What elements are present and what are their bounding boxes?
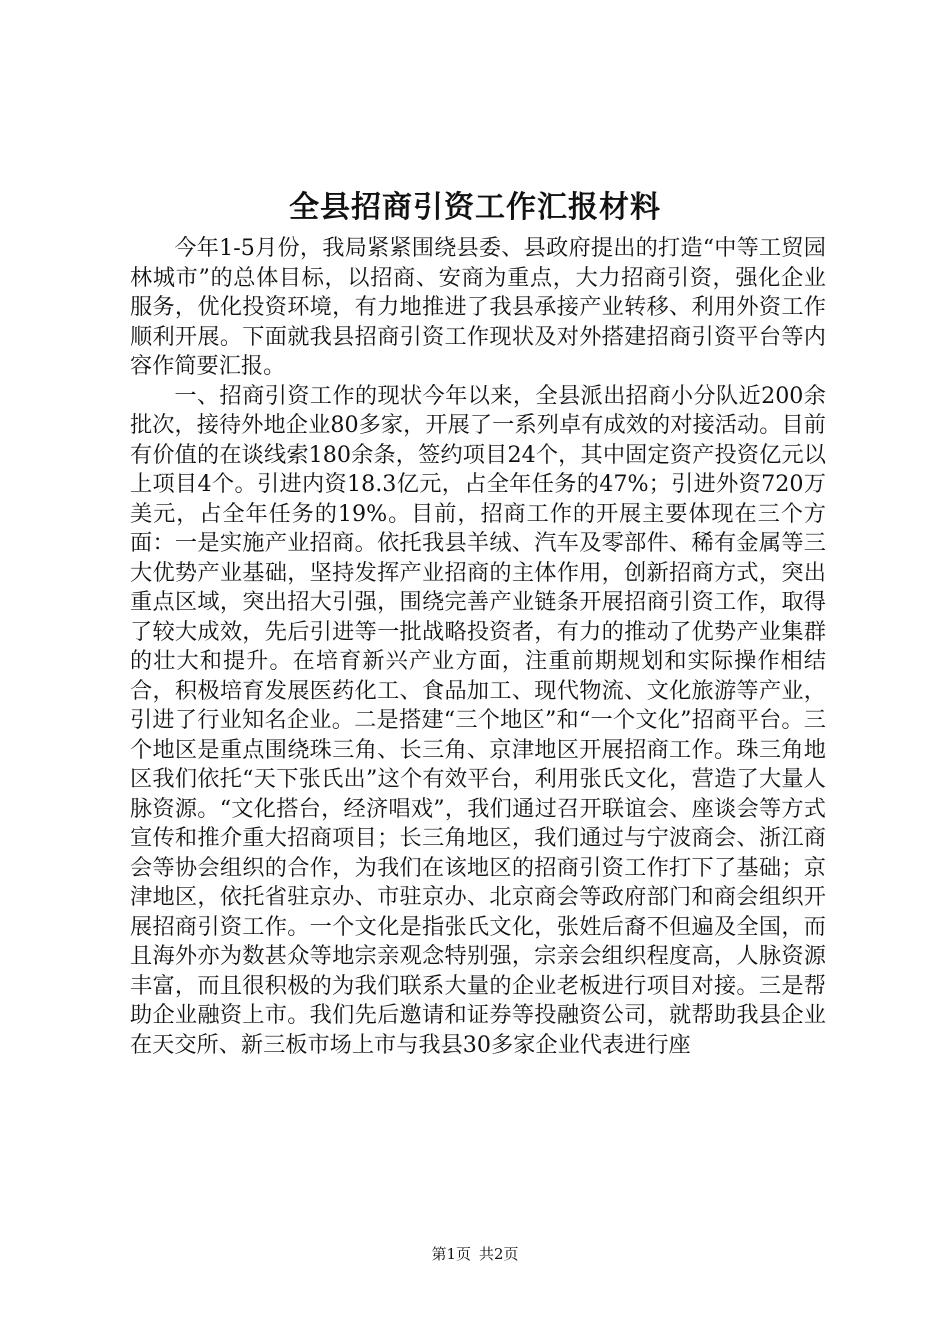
page-total: 共2页 [479,1245,519,1263]
page-footer [0,1244,950,1264]
document-body [130,234,826,1060]
paragraph-section-one: 一、招商引资工作的现状今年以来，全县派出招商小分队近200余批次，接待外地企业80多家，开展了一系列卓有成效的对接活动。目前有价值的在谈线索180余条，签约项目24个，其中固定资产投资亿元以上项目4个。引进内资18.3亿元，占全年任务的47%；引进外资720万美元，占全年任务的19%。目前，招商工作的开展主要体现在三个方面：一是实施产业招商。依托我县羊绒、汽车及零部件、稀有金属等三大优势产业基础，坚持发挥产业招商的主体作用，创新招商方式，突出重点区域，突出招大引强，围绕完善产业链条开展招商引资工作，取得了较大成效，先后引进等一批战略投资者，有力的推动了优势产业集群的壮大和提升。在培育新兴产业方面，注重前期规划和实际操作相结合，积极培育发展医药化工、食品加工、现代物流、文化旅游等产业，引进了行业知名企业。二是搭建“三个地区”和“一个文化”招商平台。三个地区是重点围绕珠三角、长三角、京津地区开展招商工作。珠三角地区我们依托“天下张氏出”这个有效平台，利用张氏文化，营造了大量人脉资源。“文化搭台，经济唱戏”，我们通过召开联谊会、座谈会等方式宣传和推介重大招商项目；长三角地区，我们通过与宁波商会、浙江商会等协会组织的合作，为我们在该地区的招商引资工作打下了基础；京津地区，依托省驻京办、市驻京办、北京商会等政府部门和商会组织开展招商引资工作。一个文化是指张氏文化，张姓后裔不但遍及全国，而且海外亦为数甚众等地宗亲观念特别强，宗亲会组织程度高，人脉资源丰富，而且很积极的为我们联系大量的企业老板进行项目对接。三是帮助企业融资上市。我们先后邀请和证券等投融资公司，就帮助我县企业在天交所、新三板市场上市与我县30多家企业代表进行座 [130,382,826,1058]
document-title: 全县招商引资工作汇报材料 [289,190,661,225]
paragraph-intro: 今年1-5月份，我局紧紧围绕县委、县政府提出的打造“中等工贸园林城市”的总体目标，以招商、安商为重点，大力招商引资，强化企业服务，优化投资环境，有力地推进了我县承接产业转移、利用外资工作顺利开展。下面就我县招商引资工作现状及对外搭建招商引资平台等内容作简要汇报。 [130,235,826,379]
page-number: 第1页 [431,1245,471,1263]
